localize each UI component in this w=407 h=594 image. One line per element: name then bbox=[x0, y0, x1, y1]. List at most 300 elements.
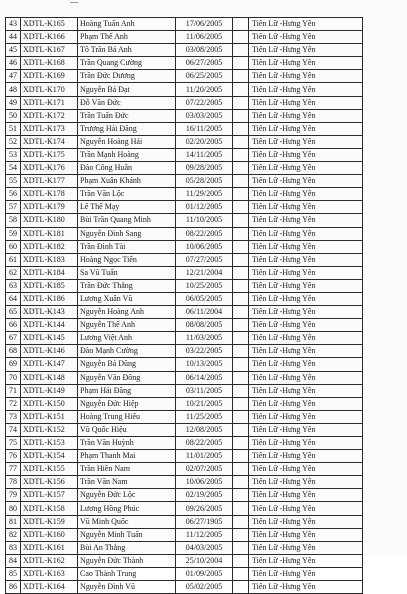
student-code: XDTL-K160 bbox=[21, 528, 78, 541]
student-code: XDTL-K162 bbox=[21, 554, 78, 567]
student-code: XDTL-K159 bbox=[21, 515, 78, 528]
student-code: XDTL-K180 bbox=[21, 214, 78, 227]
student-name: Đào Mạnh Cường bbox=[78, 345, 176, 358]
empty-cell bbox=[233, 541, 249, 554]
empty-cell bbox=[233, 266, 249, 279]
birth-date: 06/25/2005 bbox=[176, 70, 233, 83]
student-name: Nguyễn Thế Anh bbox=[78, 319, 176, 332]
birth-date: 11/29/2005 bbox=[176, 188, 233, 201]
student-name: Sa Vũ Tuấn bbox=[78, 266, 176, 279]
empty-cell bbox=[233, 581, 249, 594]
student-name: Nguyễn Đình Vũ bbox=[78, 581, 176, 594]
student-name: Cao Thành Trung bbox=[78, 567, 176, 580]
address: Tiên Lữ -Hưng Yên bbox=[249, 306, 363, 319]
student-code: XDTL-K158 bbox=[21, 502, 78, 515]
table-row bbox=[6, 148, 363, 161]
table-row bbox=[6, 135, 363, 148]
table-row bbox=[6, 515, 363, 528]
student-code: XDTL-K144 bbox=[21, 319, 78, 332]
student-name: Đỗ Văn Đức bbox=[78, 96, 176, 109]
table-body bbox=[6, 18, 363, 594]
table-row bbox=[6, 528, 363, 541]
address: Tiên Lữ -Hưng Yên bbox=[249, 227, 363, 240]
birth-date: 04/03/2005 bbox=[176, 541, 233, 554]
table-row bbox=[6, 541, 363, 554]
student-name: Nguyễn Văn Đông bbox=[78, 371, 176, 384]
address: Tiên Lữ -Hưng Yên bbox=[249, 476, 363, 489]
address: Tiên Lữ -Hưng Yên bbox=[249, 109, 363, 122]
birth-date: 11/12/2005 bbox=[176, 528, 233, 541]
row-number: 66 bbox=[6, 319, 21, 332]
table-row bbox=[6, 489, 363, 502]
student-name: Trần Văn Nam bbox=[78, 476, 176, 489]
empty-cell bbox=[233, 306, 249, 319]
birth-date: 06/27/1905 bbox=[176, 515, 233, 528]
address: Tiên Lữ -Hưng Yên bbox=[249, 253, 363, 266]
student-name: Phạm Xuân Khánh bbox=[78, 175, 176, 188]
empty-cell bbox=[233, 57, 249, 70]
birth-date: 11/20/2005 bbox=[176, 83, 233, 96]
empty-cell bbox=[233, 345, 249, 358]
student-code: XDTL-K171 bbox=[21, 96, 78, 109]
birth-date: 02/19/2005 bbox=[176, 489, 233, 502]
student-code: XDTL-K143 bbox=[21, 306, 78, 319]
empty-cell bbox=[233, 96, 249, 109]
student-name: Trương Hải Đăng bbox=[78, 122, 176, 135]
empty-cell bbox=[233, 162, 249, 175]
student-code: XDTL-K163 bbox=[21, 567, 78, 580]
student-code: XDTL-K176 bbox=[21, 162, 78, 175]
birth-date: 06/05/2005 bbox=[176, 292, 233, 305]
empty-cell bbox=[233, 371, 249, 384]
student-name: Nguyễn Đức Hiệp bbox=[78, 397, 176, 410]
address: Tiên Lữ -Hưng Yên bbox=[249, 18, 363, 31]
row-number: 65 bbox=[6, 306, 21, 319]
student-name: Lê Thế Mạy bbox=[78, 201, 176, 214]
table-row bbox=[6, 476, 363, 489]
row-number: 80 bbox=[6, 502, 21, 515]
empty-cell bbox=[233, 279, 249, 292]
student-name: Trần Văn Lộc bbox=[78, 188, 176, 201]
birth-date: 11/01/2005 bbox=[176, 450, 233, 463]
empty-cell bbox=[233, 397, 249, 410]
birth-date: 12/21/2004 bbox=[176, 266, 233, 279]
empty-cell bbox=[233, 437, 249, 450]
student-code: XDTL-K173 bbox=[21, 122, 78, 135]
birth-date: 10/25/2005 bbox=[176, 279, 233, 292]
address: Tiên Lữ -Hưng Yên bbox=[249, 554, 363, 567]
birth-date: 12/08/2005 bbox=[176, 423, 233, 436]
address: Tiên Lữ -Hưng Yên bbox=[249, 358, 363, 371]
address: Tiên Lữ -Hưng Yên bbox=[249, 437, 363, 450]
table-row bbox=[6, 567, 363, 580]
address: Tiên Lữ -Hưng Yên bbox=[249, 135, 363, 148]
student-name: Trần Quang Cường bbox=[78, 57, 176, 70]
table-row bbox=[6, 18, 363, 31]
address: Tiên Lữ -Hưng Yên bbox=[249, 567, 363, 580]
student-code: XDTL-K164 bbox=[21, 581, 78, 594]
table-row bbox=[6, 319, 363, 332]
birth-date: 08/22/2005 bbox=[176, 437, 233, 450]
row-number: 86 bbox=[6, 581, 21, 594]
empty-cell bbox=[233, 450, 249, 463]
address: Tiên Lữ -Hưng Yên bbox=[249, 319, 363, 332]
student-code: XDTL-K157 bbox=[21, 489, 78, 502]
table-row bbox=[6, 122, 363, 135]
student-name: Nguyễn Đình Sang bbox=[78, 227, 176, 240]
birth-date: 10/13/2005 bbox=[176, 358, 233, 371]
student-code: XDTL-K156 bbox=[21, 476, 78, 489]
student-name: Vũ Minh Quốc bbox=[78, 515, 176, 528]
row-number: 72 bbox=[6, 397, 21, 410]
student-code: XDTL-K153 bbox=[21, 437, 78, 450]
address: Tiên Lữ -Hưng Yên bbox=[249, 83, 363, 96]
student-code: XDTL-K152 bbox=[21, 423, 78, 436]
table-row bbox=[6, 201, 363, 214]
address: Tiên Lữ -Hưng Yên bbox=[249, 279, 363, 292]
address: Tiên Lữ -Hưng Yên bbox=[249, 162, 363, 175]
table-row bbox=[6, 371, 363, 384]
row-number: 56 bbox=[6, 188, 21, 201]
row-number: 51 bbox=[6, 122, 21, 135]
row-number: 46 bbox=[6, 57, 21, 70]
row-number: 43 bbox=[6, 18, 21, 31]
table-row bbox=[6, 188, 363, 201]
birth-date: 07/27/2005 bbox=[176, 253, 233, 266]
table-row bbox=[6, 332, 363, 345]
row-number: 78 bbox=[6, 476, 21, 489]
student-code: XDTL-K175 bbox=[21, 148, 78, 161]
address: Tiên Lữ -Hưng Yên bbox=[249, 57, 363, 70]
table-row bbox=[6, 397, 363, 410]
pen-mark bbox=[70, 2, 78, 3]
address: Tiên Lữ -Hưng Yên bbox=[249, 266, 363, 279]
address: Tiên Lữ -Hưng Yên bbox=[249, 502, 363, 515]
birth-date: 03/22/2005 bbox=[176, 345, 233, 358]
row-number: 75 bbox=[6, 437, 21, 450]
address: Tiên Lữ -Hưng Yên bbox=[249, 515, 363, 528]
address: Tiên Lữ -Hưng Yên bbox=[249, 345, 363, 358]
birth-date: 09/28/2005 bbox=[176, 162, 233, 175]
row-number: 84 bbox=[6, 554, 21, 567]
birth-date: 02/07/2005 bbox=[176, 463, 233, 476]
student-name: Bùi An Thắng bbox=[78, 541, 176, 554]
student-name: Phạm Hải Đăng bbox=[78, 384, 176, 397]
empty-cell bbox=[233, 253, 249, 266]
row-number: 82 bbox=[6, 528, 21, 541]
birth-date: 02/20/2005 bbox=[176, 135, 233, 148]
student-code: XDTL-K179 bbox=[21, 201, 78, 214]
student-code: XDTL-K149 bbox=[21, 384, 78, 397]
student-code: XDTL-K150 bbox=[21, 397, 78, 410]
table-row bbox=[6, 581, 363, 594]
student-code: XDTL-K178 bbox=[21, 188, 78, 201]
birth-date: 11/06/2005 bbox=[176, 31, 233, 44]
student-code: XDTL-K154 bbox=[21, 450, 78, 463]
table-row bbox=[6, 162, 363, 175]
table-row bbox=[6, 292, 363, 305]
student-list-table bbox=[5, 17, 363, 594]
student-code: XDTL-K174 bbox=[21, 135, 78, 148]
address: Tiên Lữ -Hưng Yên bbox=[249, 188, 363, 201]
empty-cell bbox=[233, 122, 249, 135]
birth-date: 06/11/2004 bbox=[176, 306, 233, 319]
row-number: 68 bbox=[6, 345, 21, 358]
row-number: 62 bbox=[6, 266, 21, 279]
empty-cell bbox=[233, 423, 249, 436]
student-code: XDTL-K148 bbox=[21, 371, 78, 384]
student-name: Nguyễn Bá Dũng bbox=[78, 358, 176, 371]
empty-cell bbox=[233, 135, 249, 148]
student-name: Hoàng Tuấn Anh bbox=[78, 18, 176, 31]
address: Tiên Lữ -Hưng Yên bbox=[249, 423, 363, 436]
student-name: Nguyễn Đức Lộc bbox=[78, 489, 176, 502]
address: Tiên Lữ -Hưng Yên bbox=[249, 175, 363, 188]
address: Tiên Lữ -Hưng Yên bbox=[249, 450, 363, 463]
row-number: 47 bbox=[6, 70, 21, 83]
student-name: Trần Tuấn Đức bbox=[78, 109, 176, 122]
address: Tiên Lữ -Hưng Yên bbox=[249, 292, 363, 305]
row-number: 81 bbox=[6, 515, 21, 528]
student-name: Nguyễn Bá Đạt bbox=[78, 83, 176, 96]
table-row bbox=[6, 450, 363, 463]
student-name: Đào Công Huân bbox=[78, 162, 176, 175]
birth-date: 03/11/2005 bbox=[176, 384, 233, 397]
table-row bbox=[6, 83, 363, 96]
address: Tiên Lữ -Hưng Yên bbox=[249, 44, 363, 57]
table-row bbox=[6, 175, 363, 188]
birth-date: 25/10/2004 bbox=[176, 554, 233, 567]
empty-cell bbox=[233, 214, 249, 227]
row-number: 49 bbox=[6, 96, 21, 109]
empty-cell bbox=[233, 227, 249, 240]
table-row bbox=[6, 240, 363, 253]
student-code: XDTL-K170 bbox=[21, 83, 78, 96]
row-number: 64 bbox=[6, 292, 21, 305]
empty-cell bbox=[233, 476, 249, 489]
table-row bbox=[6, 358, 363, 371]
student-name: Nguyễn Minh Tuấn bbox=[78, 528, 176, 541]
student-code: XDTL-K166 bbox=[21, 31, 78, 44]
empty-cell bbox=[233, 175, 249, 188]
birth-date: 05/28/2005 bbox=[176, 175, 233, 188]
student-code: XDTL-K147 bbox=[21, 358, 78, 371]
address: Tiên Lữ -Hưng Yên bbox=[249, 371, 363, 384]
row-number: 71 bbox=[6, 384, 21, 397]
address: Tiên Lữ -Hưng Yên bbox=[249, 384, 363, 397]
student-code: XDTL-K161 bbox=[21, 541, 78, 554]
empty-cell bbox=[233, 44, 249, 57]
empty-cell bbox=[233, 489, 249, 502]
address: Tiên Lữ -Hưng Yên bbox=[249, 31, 363, 44]
student-name: Nguyễn Đức Thành bbox=[78, 554, 176, 567]
table-row bbox=[6, 554, 363, 567]
address: Tiên Lữ -Hưng Yên bbox=[249, 148, 363, 161]
table-row bbox=[6, 70, 363, 83]
student-name: Trần Mạnh Hoàng bbox=[78, 148, 176, 161]
table-row bbox=[6, 96, 363, 109]
row-number: 45 bbox=[6, 44, 21, 57]
address: Tiên Lữ -Hưng Yên bbox=[249, 541, 363, 554]
student-code: XDTL-K185 bbox=[21, 279, 78, 292]
row-number: 70 bbox=[6, 371, 21, 384]
student-code: XDTL-K182 bbox=[21, 240, 78, 253]
student-name: Trần Văn Huỳnh bbox=[78, 437, 176, 450]
empty-cell bbox=[233, 332, 249, 345]
table-row bbox=[6, 57, 363, 70]
student-code: XDTL-K151 bbox=[21, 410, 78, 423]
birth-date: 01/09/2005 bbox=[176, 567, 233, 580]
empty-cell bbox=[233, 188, 249, 201]
student-name: Hoàng Trung Hiếu bbox=[78, 410, 176, 423]
empty-cell bbox=[233, 148, 249, 161]
table-row bbox=[6, 214, 363, 227]
table-row bbox=[6, 306, 363, 319]
address: Tiên Lữ -Hưng Yên bbox=[249, 463, 363, 476]
empty-cell bbox=[233, 18, 249, 31]
birth-date: 08/08/2005 bbox=[176, 319, 233, 332]
student-name: Vũ Quốc Hiệu bbox=[78, 423, 176, 436]
student-code: XDTL-K177 bbox=[21, 175, 78, 188]
table-row bbox=[6, 253, 363, 266]
birth-date: 16/11/2005 bbox=[176, 122, 233, 135]
row-number: 53 bbox=[6, 148, 21, 161]
row-number: 57 bbox=[6, 201, 21, 214]
student-name: Lương Hồng Phúc bbox=[78, 502, 176, 515]
empty-cell bbox=[233, 567, 249, 580]
student-code: XDTL-K155 bbox=[21, 463, 78, 476]
row-number: 73 bbox=[6, 410, 21, 423]
row-number: 50 bbox=[6, 109, 21, 122]
student-name: Tô Trần Bá Anh bbox=[78, 44, 176, 57]
address: Tiên Lữ -Hưng Yên bbox=[249, 581, 363, 594]
row-number: 48 bbox=[6, 83, 21, 96]
row-number: 58 bbox=[6, 214, 21, 227]
row-number: 74 bbox=[6, 423, 21, 436]
empty-cell bbox=[233, 31, 249, 44]
student-code: XDTL-K181 bbox=[21, 227, 78, 240]
student-code: XDTL-K183 bbox=[21, 253, 78, 266]
empty-cell bbox=[233, 384, 249, 397]
empty-cell bbox=[233, 554, 249, 567]
birth-date: 03/03/2005 bbox=[176, 109, 233, 122]
address: Tiên Lữ -Hưng Yên bbox=[249, 332, 363, 345]
empty-cell bbox=[233, 528, 249, 541]
address: Tiên Lữ -Hưng Yên bbox=[249, 489, 363, 502]
student-code: XDTL-K169 bbox=[21, 70, 78, 83]
table-row bbox=[6, 463, 363, 476]
row-number: 59 bbox=[6, 227, 21, 240]
birth-date: 17/06/2005 bbox=[176, 18, 233, 31]
row-number: 69 bbox=[6, 358, 21, 371]
student-name: Trần Đình Tài bbox=[78, 240, 176, 253]
empty-cell bbox=[233, 109, 249, 122]
empty-cell bbox=[233, 240, 249, 253]
student-code: XDTL-K146 bbox=[21, 345, 78, 358]
birth-date: 05/02/2005 bbox=[176, 581, 233, 594]
student-name: Lương Xuân Vũ bbox=[78, 292, 176, 305]
empty-cell bbox=[233, 502, 249, 515]
student-name: Trần Hiền Nam bbox=[78, 463, 176, 476]
table-row bbox=[6, 502, 363, 515]
table-row bbox=[6, 345, 363, 358]
row-number: 67 bbox=[6, 332, 21, 345]
table-row bbox=[6, 423, 363, 436]
student-name: Phạm Thế Anh bbox=[78, 31, 176, 44]
address: Tiên Lữ -Hưng Yên bbox=[249, 240, 363, 253]
student-code: XDTL-K145 bbox=[21, 332, 78, 345]
empty-cell bbox=[233, 358, 249, 371]
student-name: Phạm Thanh Mai bbox=[78, 450, 176, 463]
address: Tiên Lữ -Hưng Yên bbox=[249, 122, 363, 135]
address: Tiên Lữ -Hưng Yên bbox=[249, 397, 363, 410]
birth-date: 10/06/2005 bbox=[176, 240, 233, 253]
table-row bbox=[6, 384, 363, 397]
student-name: Trần Đức Thắng bbox=[78, 279, 176, 292]
birth-date: 06/14/2005 bbox=[176, 371, 233, 384]
row-number: 83 bbox=[6, 541, 21, 554]
row-number: 63 bbox=[6, 279, 21, 292]
birth-date: 08/22/2005 bbox=[176, 227, 233, 240]
student-code: XDTL-K184 bbox=[21, 266, 78, 279]
student-name: Trần Đức Dương bbox=[78, 70, 176, 83]
empty-cell bbox=[233, 70, 249, 83]
birth-date: 03/08/2005 bbox=[176, 44, 233, 57]
table-row bbox=[6, 266, 363, 279]
empty-cell bbox=[233, 83, 249, 96]
row-number: 44 bbox=[6, 31, 21, 44]
student-code: XDTL-K167 bbox=[21, 44, 78, 57]
birth-date: 06/27/2005 bbox=[176, 57, 233, 70]
student-code: XDTL-K168 bbox=[21, 57, 78, 70]
row-number: 54 bbox=[6, 162, 21, 175]
row-number: 79 bbox=[6, 489, 21, 502]
row-number: 85 bbox=[6, 567, 21, 580]
table-row bbox=[6, 44, 363, 57]
table-row bbox=[6, 109, 363, 122]
birth-date: 09/26/2005 bbox=[176, 502, 233, 515]
empty-cell bbox=[233, 292, 249, 305]
empty-cell bbox=[233, 201, 249, 214]
birth-date: 01/12/2005 bbox=[176, 201, 233, 214]
student-name: Hoàng Ngọc Tiến bbox=[78, 253, 176, 266]
address: Tiên Lữ -Hưng Yên bbox=[249, 96, 363, 109]
birth-date: 07/22/2005 bbox=[176, 96, 233, 109]
table-row bbox=[6, 410, 363, 423]
row-number: 52 bbox=[6, 135, 21, 148]
birth-date: 14/11/2005 bbox=[176, 148, 233, 161]
address: Tiên Lữ -Hưng Yên bbox=[249, 410, 363, 423]
birth-date: 10/21/2005 bbox=[176, 397, 233, 410]
table-row bbox=[6, 227, 363, 240]
row-number: 77 bbox=[6, 463, 21, 476]
birth-date: 11/10/2005 bbox=[176, 214, 233, 227]
row-number: 60 bbox=[6, 240, 21, 253]
address: Tiên Lữ -Hưng Yên bbox=[249, 214, 363, 227]
address: Tiên Lữ -Hưng Yên bbox=[249, 70, 363, 83]
birth-date: 10/06/2005 bbox=[176, 476, 233, 489]
empty-cell bbox=[233, 319, 249, 332]
student-code: XDTL-K165 bbox=[21, 18, 78, 31]
student-code: XDTL-K186 bbox=[21, 292, 78, 305]
empty-cell bbox=[233, 463, 249, 476]
row-number: 55 bbox=[6, 175, 21, 188]
address: Tiên Lữ -Hưng Yên bbox=[249, 528, 363, 541]
birth-date: 11/25/2005 bbox=[176, 410, 233, 423]
table-row bbox=[6, 279, 363, 292]
row-number: 76 bbox=[6, 450, 21, 463]
row-number: 61 bbox=[6, 253, 21, 266]
